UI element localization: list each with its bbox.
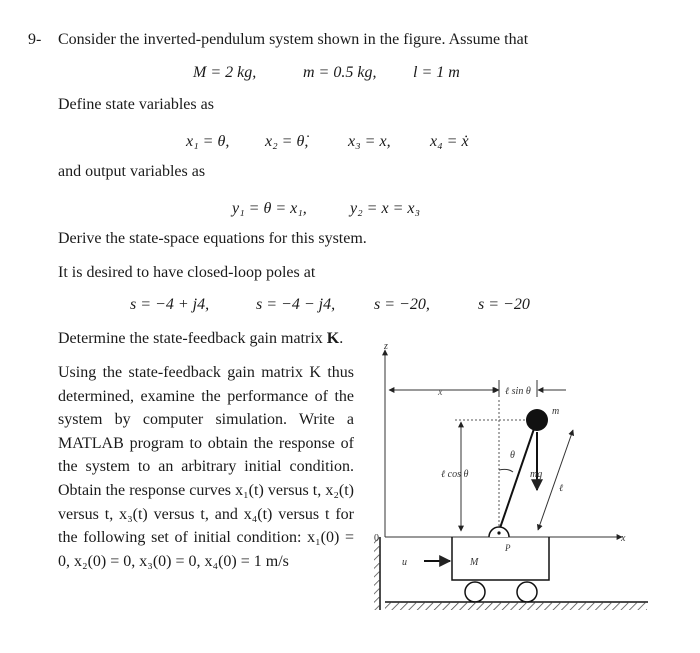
length-arrow	[538, 430, 573, 530]
define-states-text: Define state variables as	[58, 96, 214, 113]
param-l: l = 1 m	[413, 64, 460, 81]
pole-3: s = −20,	[374, 296, 430, 313]
mass-label: m	[552, 406, 560, 417]
problem-number: 9-	[28, 31, 42, 48]
gravity-label: mg	[530, 469, 543, 480]
state-x3: x₃ = x,	[348, 133, 391, 150]
problem-intro: Consider the inverted-pendulum system shown in the figure. Assume that	[58, 31, 529, 48]
cart-label: M	[470, 557, 479, 568]
output-y2: y₂ = x = x₃	[350, 200, 421, 217]
ground-hatch	[385, 602, 647, 610]
and-output-text: and output variables as	[58, 163, 206, 180]
state-x4: x₄ = ẋ	[430, 133, 469, 150]
pole-2: s = −4 − j4,	[256, 296, 336, 313]
l-cos-label: ℓ cos θ	[441, 469, 469, 480]
pivot-label: P	[505, 543, 511, 553]
determine-suffix: .	[339, 330, 344, 347]
state-x1: x₁ = θ,	[186, 133, 230, 150]
l-sin-label: ℓ sin θ	[505, 386, 531, 397]
length-label: ℓ	[559, 483, 564, 494]
pivot-pin	[497, 531, 500, 534]
param-M: M = 2 kg,	[193, 64, 257, 81]
left-wall-hatch	[374, 537, 380, 610]
state-x2: x₂ = θ̇,	[265, 133, 309, 150]
wheel-right	[517, 582, 537, 602]
pole-4: s = −20	[478, 296, 530, 313]
theta-arc	[499, 469, 513, 472]
force-label: u	[402, 557, 407, 568]
pendulum-mass	[526, 409, 548, 431]
simulation-instructions: Using the state-feedback gain matrix K thus determined, examine the performance of the system by computer simulation. Write a MATLAB program to obtain the response of the system to an arbitrary initial condition. Obtain the response curves x₁(t) versus t, x₂(t) versus t, x₃(t) versus t, and x₄(t) versus t for the following set of initial condition: x₁(0) = 0, x₂(0) = 0, x₃(0) = 0, x₄(0) = 1 m/s	[58, 364, 354, 570]
param-m: m = 0.5 kg,	[303, 64, 377, 81]
cart-body	[452, 537, 549, 580]
wheel-left	[465, 582, 485, 602]
gain-matrix-symbol: K	[326, 330, 340, 347]
desired-poles-text: It is desired to have closed-loop poles at	[58, 264, 316, 281]
theta-label: θ	[510, 450, 515, 461]
x-axis-label: x	[621, 533, 626, 544]
x-dimension-label: x	[438, 387, 443, 398]
pole-1: s = −4 + j4,	[130, 296, 210, 313]
output-y1: y₁ = θ = x₁,	[232, 200, 307, 217]
z-axis-label: z	[384, 341, 388, 352]
determine-prefix: Determine the state-feedback gain matrix	[58, 330, 327, 347]
derive-text: Derive the state-space equations for this system.	[58, 230, 367, 247]
